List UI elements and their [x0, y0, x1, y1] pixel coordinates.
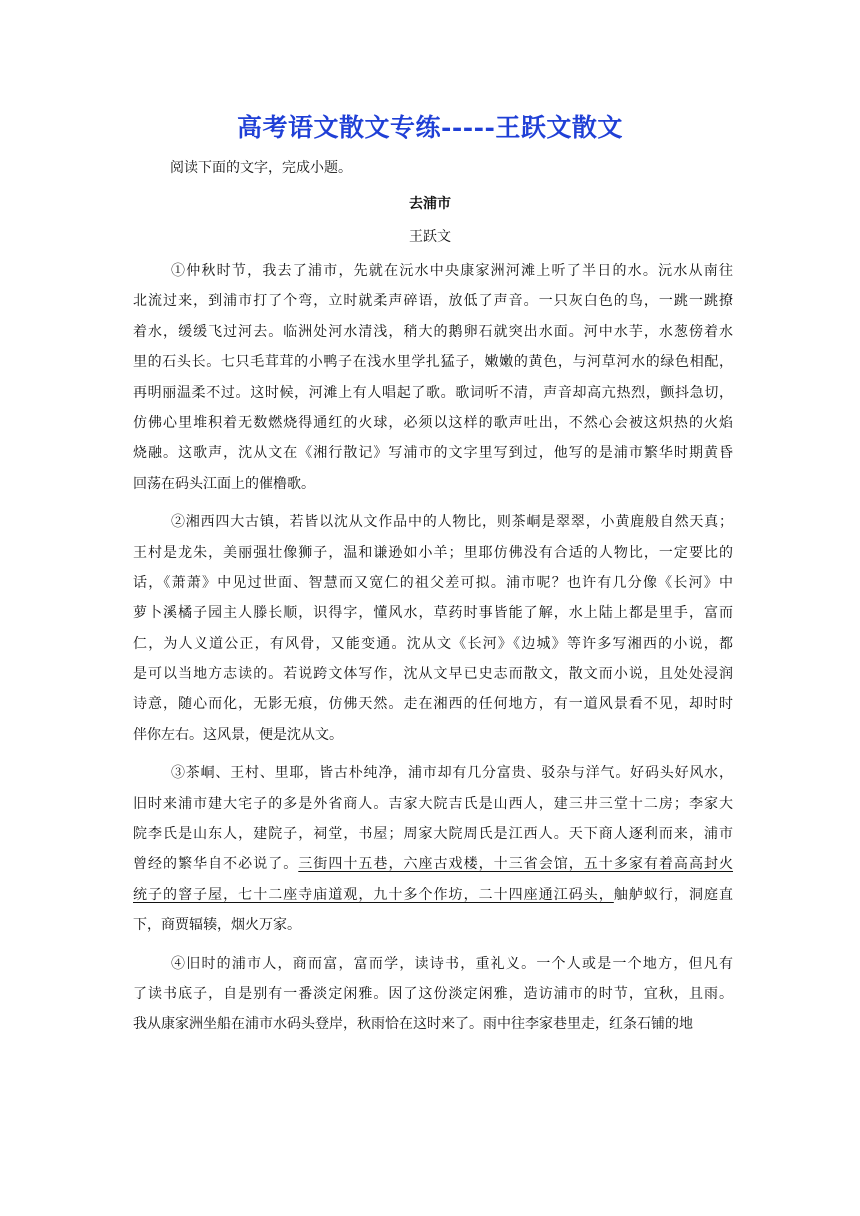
- text-line: [133, 979, 733, 1009]
- text-segment: 仁，为人义道公正，有风骨，又能变通。沈从文《长河》《边城》等许多写湘西的小说，都: [133, 635, 733, 652]
- text-segment: ①仲秋时节，我去了浦市，先就在沅水中央康家洲河滩上听了半日的水。沅水从南往: [171, 263, 733, 279]
- article-author: 王跃文: [409, 229, 451, 245]
- paragraph-4: [133, 949, 733, 1040]
- text-segment: 仿佛心里堆积着无数燃烧得通红的火球，必须以这样的歌声吐出，不然心会被这炽热的火焰: [133, 414, 733, 431]
- text-line: [133, 758, 733, 788]
- text-segment: 诗意，随心而化，无影无痕，仿佛天然。走在湘西的任何地方，有一道风景看不见，却时时: [133, 696, 733, 713]
- document-title: 高考语文散文专练-----王跃文散文: [237, 113, 623, 142]
- text-segment: 萝卜溪橘子园主人滕长顺，识得字，懂风水，草药时事皆能了解，水上陆上都是里手，富而: [133, 605, 733, 622]
- text-segment: 王村是龙朱，美丽强壮像狮子，温和谦逊如小羊；里耶仿佛没有合适的人物比，一定要比的: [133, 544, 733, 561]
- text-segment: 院李氏是山东人，建院子，祠堂，书屋；周家大院周氏是江西人。天下商人逐利而来，浦市: [133, 826, 733, 843]
- reading-instruction: 阅读下面的文字，完成小题。: [170, 160, 352, 176]
- text-line: [133, 880, 733, 910]
- text-segment: 里的石头长。七只毛茸茸的小鸭子在浅水里学扎猛子，嫩嫩的黄色，与河草河水的绿色相配，: [133, 354, 733, 371]
- text-line: [133, 256, 733, 286]
- text-segment: 北流过来，到浦市打了个弯，立时就柔声碎语，放低了声音。一只灰白色的鸟，一跳一跳撩: [133, 293, 733, 310]
- paragraph-1: [133, 256, 733, 499]
- text-line: [133, 408, 733, 438]
- text-segment: ②湘西四大古镇，若皆以沈从文作品中的人物比，则茶峒是翠翠，小黄鹿般自然天真；: [171, 514, 733, 531]
- text-line: [133, 378, 733, 408]
- text-line: [133, 659, 733, 689]
- text-segment: 着水，缓缓飞过河去。临洲处河水清浅，稍大的鹅卵石就突出水面。河中水芋，水葱傍着水: [133, 323, 733, 340]
- text-line: [133, 286, 733, 316]
- text-segment: ③茶峒、王村、里耶，皆古朴纯净，浦市却有几分富贵、驳杂与洋气。好码头好风水，: [171, 765, 733, 782]
- text-segment: 了读书底子，自是别有一番淡定闲雅。因了这份淡定闲雅，造访浦市的时节，宜秋，且雨。: [133, 985, 733, 1002]
- text-segment: 舳舻蚁行，洞庭直: [613, 886, 734, 903]
- text-line: [133, 598, 733, 628]
- text-line: [133, 689, 733, 719]
- text-segment: 是可以当地方志读的。若说跨文体写作，沈从文早已史志而散文，散文而小说，且处处浸润: [133, 666, 733, 683]
- underlined-text: 统子的窨子屋，七十二座寺庙道观，九十多个作坊，二十四座通江码头，: [133, 886, 614, 903]
- text-line: [133, 317, 733, 347]
- text-segment: 下，商贾辐辏，烟火万家。: [133, 917, 301, 934]
- text-line: [133, 438, 733, 468]
- underlined-text: 三街四十五巷，六座古戏楼，十三省会馆，五十多家有着高高封火: [298, 856, 734, 873]
- text-segment: 我从康家洲坐船在浦市水码头登岸，秋雨恰在这时来了。雨中往李家巷里走，红条石铺的地: [133, 1016, 693, 1033]
- article-title: 去浦市: [409, 196, 451, 212]
- text-line: [133, 629, 733, 659]
- text-segment: ④旧时的浦市人，商而富，富而学，读诗书，重礼义。一个人或是一个地方，但凡有: [171, 955, 733, 972]
- text-line: [133, 568, 733, 598]
- text-segment: 伴你左右。这风景，便是沈从文。: [133, 726, 343, 743]
- text-line: [133, 1009, 733, 1039]
- text-segment: 话，《萧萧》中见过世面、智慧而又宽仁的祖父差可拟。浦市呢？也许有几分像《长河》中: [133, 574, 733, 591]
- text-segment: 旧时来浦市建大宅子的多是外省商人。吉家大院吉氏是山西人，建三井三堂十二房；李家大: [133, 795, 733, 812]
- text-line: [133, 910, 733, 940]
- text-line: [133, 849, 733, 879]
- paragraph-2: [133, 507, 733, 750]
- article-body: [133, 256, 733, 1048]
- text-line: [133, 507, 733, 537]
- text-line: [133, 789, 733, 819]
- text-segment: 烧融。这歌声，沈从文在《湘行散记》写浦市的文字里写到过，他写的是浦市繁华时期黄昏: [133, 445, 733, 462]
- text-line: [133, 949, 733, 979]
- text-line: [133, 347, 733, 377]
- text-segment: 回荡在码头江面上的催橹歌。: [133, 475, 315, 492]
- text-segment: 再明丽温柔不过。这时候，河滩上有人唱起了歌。歌词听不清，声音却高亢热烈，颤抖急切，: [133, 384, 733, 401]
- text-segment: 曾经的繁华自不必说了。: [133, 856, 299, 873]
- text-line: [133, 469, 733, 499]
- text-line: [133, 720, 733, 750]
- paragraph-3: [133, 758, 733, 940]
- text-line: [133, 538, 733, 568]
- text-line: [133, 819, 733, 849]
